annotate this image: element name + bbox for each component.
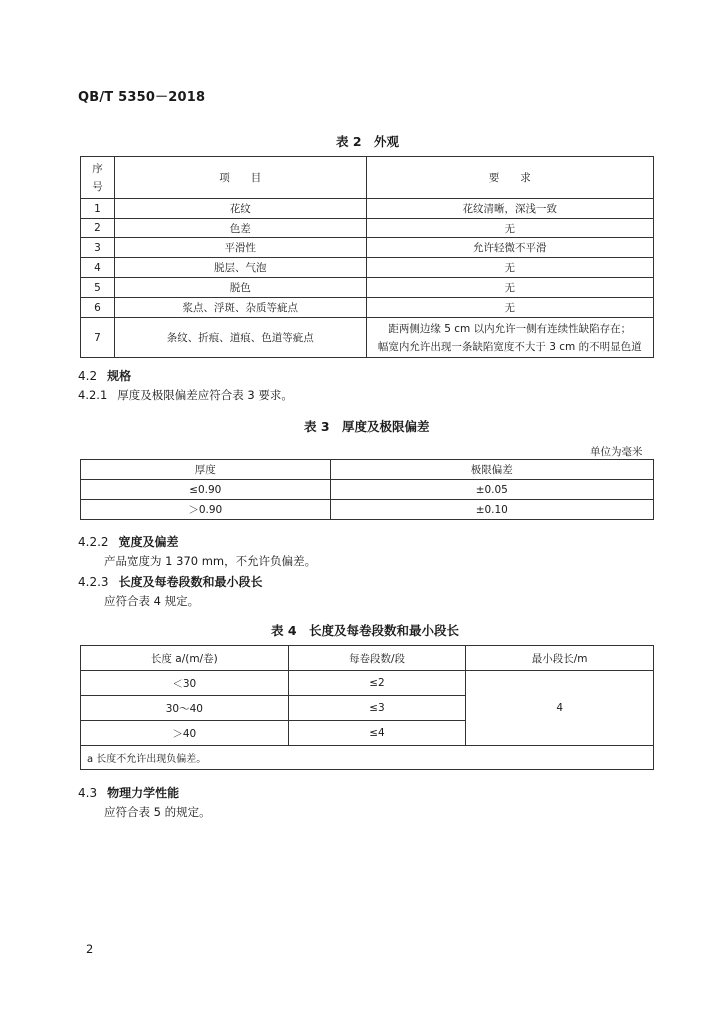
table3-caption: 表 3 厚度及极限偏差	[304, 419, 430, 434]
table4-caption: 表 4 长度及每卷段数和最小段长	[271, 623, 460, 638]
table-row	[81, 238, 654, 258]
row-requirement: 无	[366, 278, 654, 298]
row-requirement: 无	[366, 219, 654, 238]
section-title: 宽度及偏差	[118, 535, 179, 549]
table3-header-thickness: 厚度	[81, 460, 331, 480]
table2	[80, 156, 654, 358]
section-number: 4.2.1	[78, 388, 108, 402]
section-4-3-heading	[78, 784, 179, 801]
table-row	[81, 500, 654, 520]
table4-footnote-row	[81, 746, 654, 770]
table2-header-requirement: 要 求	[366, 157, 654, 199]
table-row	[81, 318, 654, 358]
section-number: 4.2	[78, 369, 98, 383]
row-requirement: 花纹清晰，深浅一致	[366, 199, 654, 219]
table4-header-min-length: 最小段长/m	[466, 646, 654, 671]
row-length: 30～40	[81, 696, 289, 721]
row-number: 6	[81, 298, 115, 318]
row-requirement: 无	[366, 298, 654, 318]
row-requirement: 允许轻微不平滑	[366, 238, 654, 258]
row-item: 平滑性	[114, 238, 366, 258]
section-number: 4.2.3	[78, 575, 109, 589]
section-title: 物理力学性能	[107, 786, 180, 800]
section-4-2-2-text: 产品宽度为 1 370 mm，不允许负偏差。	[104, 554, 317, 568]
row-requirement: 无	[366, 258, 654, 278]
row-requirement	[366, 318, 654, 358]
table3	[80, 459, 654, 520]
row-item: 脱色	[114, 278, 366, 298]
row-number: 3	[81, 238, 115, 258]
row-length: ＜30	[81, 671, 289, 696]
row-segments: ≤4	[288, 721, 466, 746]
row-thickness: ＞0.90	[81, 500, 331, 520]
row-item: 花纹	[114, 199, 366, 219]
row-number: 5	[81, 278, 115, 298]
section-title: 长度及每卷段数和最小段长	[118, 575, 263, 589]
row-item: 条纹、折痕、道痕、色道等疵点	[114, 318, 366, 358]
table3-header-deviation: 极限偏差	[330, 460, 653, 480]
min-segment-length: 4	[466, 671, 654, 746]
row-length: ＞40	[81, 721, 289, 746]
table-row	[81, 298, 654, 318]
table4	[80, 645, 654, 770]
section-4-2-3-heading	[78, 573, 263, 590]
row-deviation: ±0.10	[330, 500, 653, 520]
row-segments: ≤2	[288, 671, 466, 696]
table4-header-segments: 每卷段数/段	[288, 646, 466, 671]
section-number: 4.2.2	[78, 535, 109, 549]
table-row	[81, 480, 654, 500]
table2-header-row	[81, 157, 654, 199]
table3-unit: 单位为毫米	[590, 446, 643, 458]
row-deviation: ±0.05	[330, 480, 653, 500]
row-number: 7	[81, 318, 115, 358]
table-row	[81, 199, 654, 219]
section-4-3-text: 应符合表 5 的规定。	[104, 805, 211, 819]
section-4-2-3-text: 应符合表 4 规定。	[104, 594, 200, 608]
table4-header-row	[81, 646, 654, 671]
requirement-line: 距两侧边缘 5 cm 以内允许一侧有连续性缺陷存在；	[388, 322, 632, 335]
section-4-2-heading	[78, 367, 131, 384]
row-number: 4	[81, 258, 115, 278]
table-row	[81, 219, 654, 238]
table2-header-no: 序号	[81, 157, 115, 199]
section-4-2-1	[78, 387, 293, 403]
table-row	[81, 258, 654, 278]
table2-header-item: 项 目	[114, 157, 366, 199]
row-number: 2	[81, 219, 115, 238]
table-row	[81, 278, 654, 298]
table4-footnote: a 长度不允许出现负偏差。	[81, 746, 654, 770]
section-title: 规格	[107, 369, 132, 383]
row-thickness: ≤0.90	[81, 480, 331, 500]
section-number: 4.3	[78, 786, 98, 800]
table3-header-row	[81, 460, 654, 480]
row-item: 色差	[114, 219, 366, 238]
row-segments: ≤3	[288, 696, 466, 721]
table4-header-length: 长度 a/(m/卷)	[81, 646, 289, 671]
requirement-line: 幅宽内允许出现一条缺陷宽度不大于 3 cm 的不明显色道	[377, 340, 642, 353]
table-row	[81, 671, 654, 696]
standard-code: QB/T 5350－2018	[78, 90, 206, 105]
row-number: 1	[81, 199, 115, 219]
row-item: 脱层、气泡	[114, 258, 366, 278]
page-number: 2	[86, 942, 94, 956]
section-text: 厚度及极限偏差应符合表 3 要求。	[117, 388, 293, 402]
section-4-2-2-heading	[78, 533, 179, 550]
row-item: 浆点、浮斑、杂质等疵点	[114, 298, 366, 318]
table2-caption: 表 2 外观	[336, 134, 400, 149]
